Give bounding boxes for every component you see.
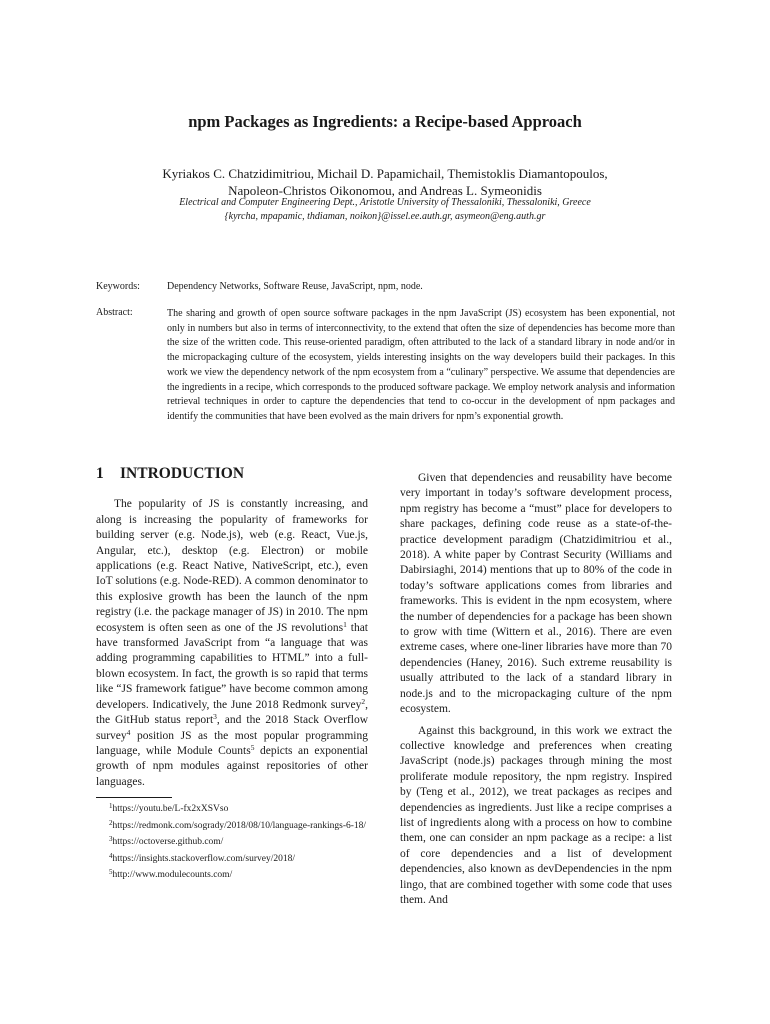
section-number: 1: [96, 465, 104, 482]
footnote-ref-2[interactable]: 2: [361, 696, 366, 706]
affiliation: [0, 196, 770, 224]
right-paragraph-2: Against this background, in this work we extract the collective knowledge and preferences when creating JavaScript (node.js) packages through mining the most proliferate module repository, the npm registry. Inspired by (Teng et al., 2012), we treat packages as recipes and dependencies as ingredients. Just like a recipe comprises a list of ingredients along with a process on how to combine them, one can consider an npm package as a recipe: a list of core dependencies and a list of development dependencies, also known as devDependencies in the npm lingo, that are combined together with some code that uses them. And: [400, 724, 672, 906]
keywords-label: Keywords:: [96, 281, 140, 292]
footnote-link[interactable]: https://insights.stackoverflow.com/survey/2018/: [112, 853, 296, 864]
abstract-text: The sharing and growth of open source software packages in the npm JavaScript (JS) ecosystem has been exponential, not only in numbers but also in terms of interconnectivity, to the extend that often the size of dependencies has become more than the size of the written code. This reuse-oriented paradigm, often attributed to the lack of a standard library in node and/or in the micropackaging culture of the ecosystem, yields interesting insights on the way developers build their packages. In this work we view the dependency network of the npm ecosystem from a “culinary” perspective. We assume that dependencies are the ingredients in a recipe, which corresponds to the produced software package. We employ network analysis and information retrieval techniques in order to capture the dependencies that tend to co-occur in the development of npm packages and identify the communities that have been evolved as the main drivers for npm’s exponential growth.: [167, 308, 675, 422]
intro-text-2: that have transformed JavaScript from “a language that was adding programming capabilities to HTML” into a full-blown ecosystem. In fact, the growth is so rapid that terms like “JS framework fatigue” have become common among developers. Indicatively, the June 2018 Redmonk survey: [96, 621, 368, 711]
footnote-item: [96, 817, 368, 834]
right-column: [400, 471, 672, 914]
footnote-ref-1[interactable]: 1: [343, 619, 347, 629]
footnote-ref-3[interactable]: 3: [213, 712, 217, 722]
footnote-ref-4[interactable]: 4: [126, 727, 131, 737]
footnote-item: [96, 866, 368, 883]
intro-text-3: , the GitHub status report: [96, 698, 368, 727]
affiliation-line-1: Electrical and Computer Engineering Dept., Aristotle University of Thessaloniki, Thessaloniki, Greece: [179, 197, 591, 208]
footnote-number: 4: [109, 851, 113, 860]
intro-paragraph: [96, 497, 368, 790]
section-heading: [96, 466, 368, 481]
intro-text-5: position JS as the most popular programming language, while Module Counts: [96, 729, 368, 757]
intro-text-1: The popularity of JS is constantly increasing, and along is increasing the popularity of frameworks for building server (e.g. Node.js), web (e.g. React, Vue.js, Angular, etc.), desktop (e.g. Electron) or mobile applications (e.g. React Native, NativeScript, etc.), even IoT solutions (e.g. Node-RED). A common denominator to this explosive growth has been the launch of the npm registry (i.e. the package manager of JS) in 2010. The npm ecosystem is often seen as one of the JS revolutions: [96, 498, 368, 634]
footnotes: [96, 800, 368, 883]
left-column: [96, 466, 368, 796]
footnote-ref-5[interactable]: 5: [250, 742, 255, 752]
intro-text-4: , and the 2018 Stack Overflow survey: [96, 714, 368, 742]
section-title: INTRODUCTION: [120, 465, 245, 482]
keywords-text: Dependency Networks, Software Reuse, JavaScript, npm, node.: [167, 281, 423, 292]
footnote-number: 3: [109, 835, 113, 843]
footnote-item: [96, 850, 368, 867]
footnote-link[interactable]: https://redmonk.com/sogrady/2018/08/10/language-rankings-6-18/: [112, 820, 367, 831]
footnote-link[interactable]: https://octoverse.github.com/: [112, 837, 224, 847]
affiliation-emails: {kyrcha, mpapamic, thdiaman, noikon}@issel.ee.auth.gr, asymeon@eng.auth.gr: [224, 211, 546, 222]
footnote-item: [96, 800, 368, 817]
paper-title: npm Packages as Ingredients: a Recipe-based Approach: [188, 112, 582, 131]
footnote-divider: [96, 797, 172, 798]
abstract-label: Abstract:: [96, 307, 133, 318]
right-paragraph-1: Given that dependencies and reusability have become very important in today’s software development process, npm registry has become a “must” place for developers to share packages, defining code reuse as a state-of-the-practice development paradigm (Chatzidimitriou et al., 2018). A white paper by Contrast Security (Williams and Dabirsiaghi, 2014) mentions that up to 80% of the code in today’s software applications comes from libraries and frameworks. This is evident in the npm ecosystem, where the number of dependencies for a package has been shown to grow with time (Wittern et al., 2016). There are even extreme cases, where one-liner libraries have more than 70 dependencies (Haney, 2016). Such extreme reusability is usually attributed to the lack of a standard library in node.js and to the micropackaging culture of the npm ecosystem.: [400, 472, 672, 716]
footnote-link[interactable]: http://www.modulecounts.com/: [112, 870, 233, 880]
footnote-link[interactable]: https://youtu.be/L-fx2xXSVso: [112, 804, 229, 814]
author-list: [0, 165, 770, 199]
footnote-number: 1: [109, 802, 113, 810]
author-line-2: Napoleon-Christos Oikonomou, and Andreas L. Symeonidis: [228, 183, 542, 198]
author-line-1: Kyriakos C. Chatzidimitriou, Michail D. Papamichail, Themistoklis Diamantopoulos,: [162, 166, 608, 181]
footnote-item: [96, 833, 368, 850]
intro-text-6: depicts an exponential growth of npm modules against repositories of other languages.: [96, 744, 368, 788]
footnote-number: 2: [109, 818, 113, 827]
footnote-number: 5: [109, 868, 113, 876]
